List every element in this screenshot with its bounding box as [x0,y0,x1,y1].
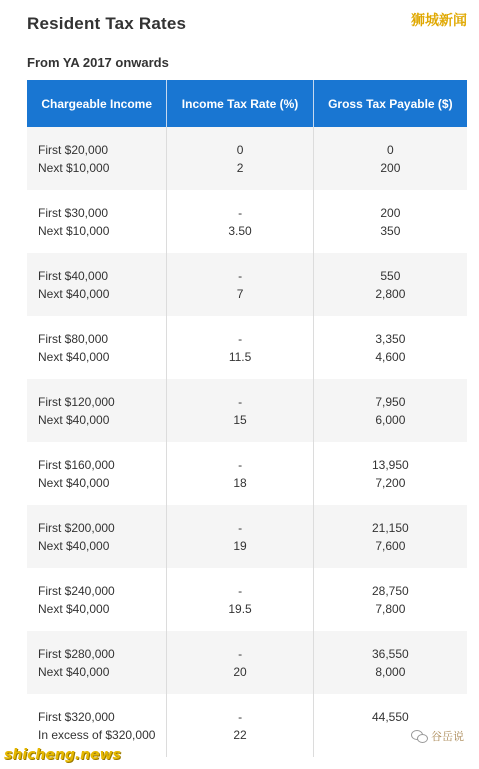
cell-income-tax-rate-line: - [238,331,243,346]
cell-income-tax-rate-line: - [238,583,243,598]
watermark-bottom-right [408,727,467,745]
watermark-bottom-left: shicheng.news [4,747,121,763]
cell-income-tax-rate [166,568,312,631]
cell-chargeable-income-line: Next $40,000 [38,286,110,301]
cell-gross-tax-payable [313,442,467,505]
page-subtitle: From YA 2017 onwards [27,55,169,70]
cell-gross-tax-payable [313,316,467,379]
cell-gross-tax-payable [313,190,467,253]
table-row [27,127,467,190]
cell-income-tax-rate-line: 0 [236,142,244,157]
cell-chargeable-income [27,631,166,694]
table-row [27,379,467,442]
cell-chargeable-income-line: First $30,000 [38,205,109,220]
cell-gross-tax-payable-line: 3,350 [375,331,406,346]
cell-chargeable-income-line: First $280,000 [38,646,115,661]
cell-chargeable-income-line: First $160,000 [38,457,115,472]
cell-gross-tax-payable [313,631,467,694]
table-row [27,505,467,568]
wechat-icon [411,730,427,743]
cell-gross-tax-payable-line: 6,000 [375,412,406,427]
cell-income-tax-rate-line: 19 [233,538,247,553]
watermark-bottom-right-label: 谷岳说 [431,731,464,743]
cell-income-tax-rate-line: - [238,646,243,661]
cell-gross-tax-payable-line: 7,600 [375,538,406,553]
cell-gross-tax-payable [313,568,467,631]
cell-gross-tax-payable [313,253,467,316]
cell-gross-tax-payable-line: 2,800 [375,286,406,301]
cell-chargeable-income-line: Next $40,000 [38,475,110,490]
cell-gross-tax-payable-line: 36,550 [372,646,409,661]
cell-chargeable-income [27,316,166,379]
cell-income-tax-rate-line: 11.5 [228,349,252,364]
cell-chargeable-income-line: Next $40,000 [38,412,110,427]
cell-chargeable-income-line: First $320,000 [38,709,115,724]
cell-income-tax-rate [166,631,312,694]
cell-income-tax-rate-line: - [238,205,243,220]
cell-chargeable-income-line: Next $10,000 [38,160,110,175]
cell-chargeable-income-line: In excess of $320,000 [38,727,156,742]
cell-gross-tax-payable-line: 350 [380,223,401,238]
cell-chargeable-income [27,568,166,631]
cell-gross-tax-payable-line: 13,950 [372,457,409,472]
cell-chargeable-income-line: First $20,000 [38,142,109,157]
cell-gross-tax-payable [313,694,467,757]
cell-gross-tax-payable-line: 8,000 [375,664,406,679]
cell-income-tax-rate [166,379,312,442]
cell-gross-tax-payable-line: 7,200 [375,475,406,490]
cell-chargeable-income-line: First $240,000 [38,583,115,598]
table-header [27,80,467,127]
cell-income-tax-rate [166,316,312,379]
cell-income-tax-rate [166,127,312,190]
cell-income-tax-rate-line: 20 [233,664,247,679]
cell-income-tax-rate [166,190,312,253]
cell-chargeable-income [27,253,166,316]
cell-income-tax-rate-line: - [238,394,243,409]
cell-income-tax-rate-line: 15 [233,412,247,427]
table-row [27,190,467,253]
table-body [27,127,467,757]
header-income-tax-rate: Income Tax Rate (%) [166,80,312,127]
cell-gross-tax-payable-line: 21,150 [372,520,409,535]
cell-gross-tax-payable-line: 550 [380,268,401,283]
cell-gross-tax-payable-line: 200 [380,160,401,175]
cell-income-tax-rate [166,253,312,316]
cell-chargeable-income-line: First $120,000 [38,394,115,409]
cell-income-tax-rate-line: - [238,709,243,724]
cell-chargeable-income [27,127,166,190]
header-chargeable-income: Chargeable Income [41,96,153,111]
cell-income-tax-rate [166,505,312,568]
cell-gross-tax-payable [313,505,467,568]
cell-gross-tax-payable-line: 7,950 [375,394,406,409]
header-gross-tax-payable: Gross Tax Payable ($) [313,80,467,127]
cell-income-tax-rate-line: 22 [233,727,247,742]
table-row [27,568,467,631]
cell-chargeable-income [27,505,166,568]
table-row [27,631,467,694]
cell-chargeable-income [27,190,166,253]
cell-chargeable-income-line: Next $10,000 [38,223,110,238]
cell-chargeable-income-line: Next $40,000 [38,601,110,616]
table-row [27,253,467,316]
cell-chargeable-income [27,379,166,442]
cell-income-tax-rate [166,694,312,757]
cell-income-tax-rate-line: - [238,268,243,283]
cell-income-tax-rate-line: 18 [233,475,247,490]
cell-gross-tax-payable-line: 28,750 [372,583,409,598]
cell-gross-tax-payable-line [389,726,392,744]
table-row [27,316,467,379]
cell-chargeable-income-line: Next $40,000 [38,538,110,553]
cell-chargeable-income-line: First $80,000 [38,331,109,346]
cell-income-tax-rate-line: - [238,520,243,535]
cell-income-tax-rate-line: 19.5 [228,601,252,616]
cell-gross-tax-payable-line: 0 [387,142,394,157]
cell-income-tax-rate [166,442,312,505]
cell-chargeable-income-line: Next $40,000 [38,349,110,364]
tax-rates-table [27,80,467,769]
cell-income-tax-rate-line: 3.50 [228,223,252,238]
cell-chargeable-income-line: First $200,000 [38,520,115,535]
table-row [27,442,467,505]
cell-income-tax-rate-line: - [238,457,243,472]
cell-gross-tax-payable [313,379,467,442]
cell-chargeable-income-line: Next $40,000 [38,664,110,679]
cell-gross-tax-payable-line: 200 [380,205,401,220]
page-title: Resident Tax Rates [27,14,187,33]
cell-gross-tax-payable-line: 7,800 [375,601,406,616]
cell-income-tax-rate-line: 2 [236,160,244,175]
cell-chargeable-income [27,442,166,505]
cell-gross-tax-payable [313,127,467,190]
cell-gross-tax-payable-line: 4,600 [375,349,406,364]
watermark-top-right: 狮城新闻 [411,13,467,29]
cell-gross-tax-payable-line: 44,550 [372,709,409,724]
cell-chargeable-income-line: First $40,000 [38,268,109,283]
cell-income-tax-rate-line: 7 [236,286,244,301]
